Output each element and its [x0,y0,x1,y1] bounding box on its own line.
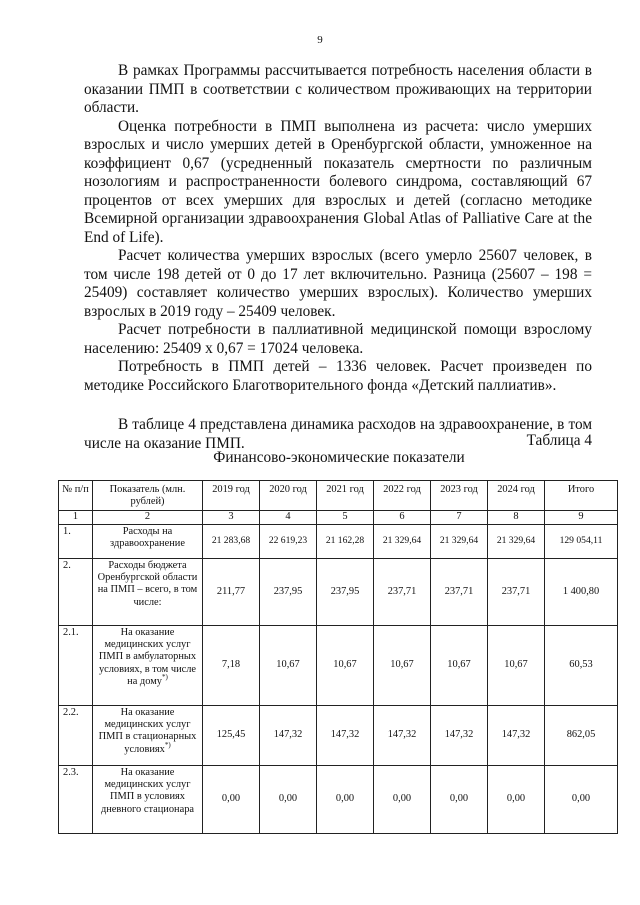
cell-value: 0,00 [203,766,260,834]
header-total: Итого [545,481,618,511]
cell-value: 21 329,64 [431,525,488,559]
column-number: 5 [317,511,374,525]
table-label: Таблица 4 [526,432,592,449]
cell-value: 21 329,64 [374,525,431,559]
cell-total: 1 400,80 [545,559,618,626]
cell-value: 21 283,68 [203,525,260,559]
cell-value: 237,71 [374,559,431,626]
column-number: 7 [431,511,488,525]
column-number-row [59,511,618,525]
cell-value: 147,32 [317,706,374,766]
paragraph: Оценка потребности в ПМП выполнена из расчета: число умерших взрослых и число умерших детей в Оренбургской области, умноженное на коэффициент 0,67 (усредненный показатель смертности по различным нозологиям и распространенности болевого синдрома, составляющий 67 процентов от всех умерших для взрослых и детей (согласно методике Всемирной организации здравоохранения Global Atlas of Palliative Care at the End of Life). [84,117,592,246]
footnote-mark: *) [164,740,171,749]
cell-value: 0,00 [431,766,488,834]
paragraph: Расчет количества умерших взрослых (всего умерло 25607 человек, в том числе 198 детей от 0 до 17 лет включительно. Разница (25607 – 198 = 25409) составляет количество умерших взрослых). Количество умерших взрослых в 2019 году – 25409 человек. [84,247,592,320]
cell-value: 21 329,64 [488,525,545,559]
cell-total: 862,05 [545,706,618,766]
cell-value: 237,95 [260,559,317,626]
row-indicator: Расходы на здравоохранение [93,525,203,559]
table-row [59,706,618,766]
paragraph: Расчет потребности в паллиативной медицинской помощи взрослому населению: 25409 х 0,67 = 17024 человека. [84,321,592,357]
cell-value: 0,00 [488,766,545,834]
column-number: 4 [260,511,317,525]
table-title: Финансово-экономические показатели [213,449,465,466]
column-number: 8 [488,511,545,525]
cell-value: 147,32 [374,706,431,766]
paragraph: В таблице 4 представлена динамика расходов на здравоохранение, в том числе на оказание ПМП. [84,416,592,452]
table-row [59,559,618,626]
header-year: 2022 год [374,481,431,511]
cell-value: 147,32 [488,706,545,766]
body-text [84,62,592,453]
cell-value: 10,67 [431,626,488,706]
row-indicator [93,626,203,706]
table-row [59,525,618,559]
row-number: 2.2. [59,706,93,766]
cell-value: 147,32 [431,706,488,766]
column-number: 9 [545,511,618,525]
cell-value: 22 619,23 [260,525,317,559]
cell-value: 0,00 [260,766,317,834]
row-number: 2.3. [59,766,93,834]
cell-value: 147,32 [260,706,317,766]
cell-value: 0,00 [374,766,431,834]
cell-value: 237,71 [431,559,488,626]
header-year: 2019 год [203,481,260,511]
header-no: № п/п [59,481,93,511]
header-year: 2021 год [317,481,374,511]
financial-table [58,480,618,834]
paragraph: Потребность в ПМП детей – 1336 человек. Расчет произведен по методике Российского Благотворительного фонда «Детский паллиатив». [84,358,592,394]
row-number: 2.1. [59,626,93,706]
row-indicator-text: На оказание медицинских услуг ПМП в стационарных условиях [98,707,197,755]
paragraph: В рамках Программы рассчитывается потребность населения области в оказании ПМП в соответствии с количеством проживающих на территории области. [84,62,592,116]
column-number: 2 [93,511,203,525]
header-year: 2020 год [260,481,317,511]
row-indicator [93,706,203,766]
cell-total: 0,00 [545,766,618,834]
cell-value: 10,67 [374,626,431,706]
cell-value: 10,67 [260,626,317,706]
cell-value: 10,67 [488,626,545,706]
cell-value: 125,45 [203,706,260,766]
cell-value: 237,95 [317,559,374,626]
header-year: 2023 год [431,481,488,511]
cell-value: 211,77 [203,559,260,626]
cell-value: 10,67 [317,626,374,706]
row-number: 2. [59,559,93,626]
row-indicator: Расходы бюджета Оренбургской области на ПМП – всего, в том числе: [93,559,203,626]
table-row [59,766,618,834]
page-number: 9 [317,34,323,46]
cell-total: 60,53 [545,626,618,706]
column-number: 6 [374,511,431,525]
column-number: 3 [203,511,260,525]
header-indicator: Показатель (млн. рублей) [93,481,203,511]
row-number: 1. [59,525,93,559]
cell-value: 21 162,28 [317,525,374,559]
header-year: 2024 год [488,481,545,511]
row-indicator-text: На оказание медицинских услуг ПМП в амбулаторных условиях, в том числе на дому [98,627,197,687]
footnote-mark: *) [161,672,168,681]
cell-value: 7,18 [203,626,260,706]
cell-total: 129 054,11 [545,525,618,559]
cell-value: 237,71 [488,559,545,626]
row-indicator: На оказание медицинских услуг ПМП в условиях дневного стационара [93,766,203,834]
table-row [59,626,618,706]
cell-value: 0,00 [317,766,374,834]
column-number: 1 [59,511,93,525]
table-header-row [59,481,618,511]
